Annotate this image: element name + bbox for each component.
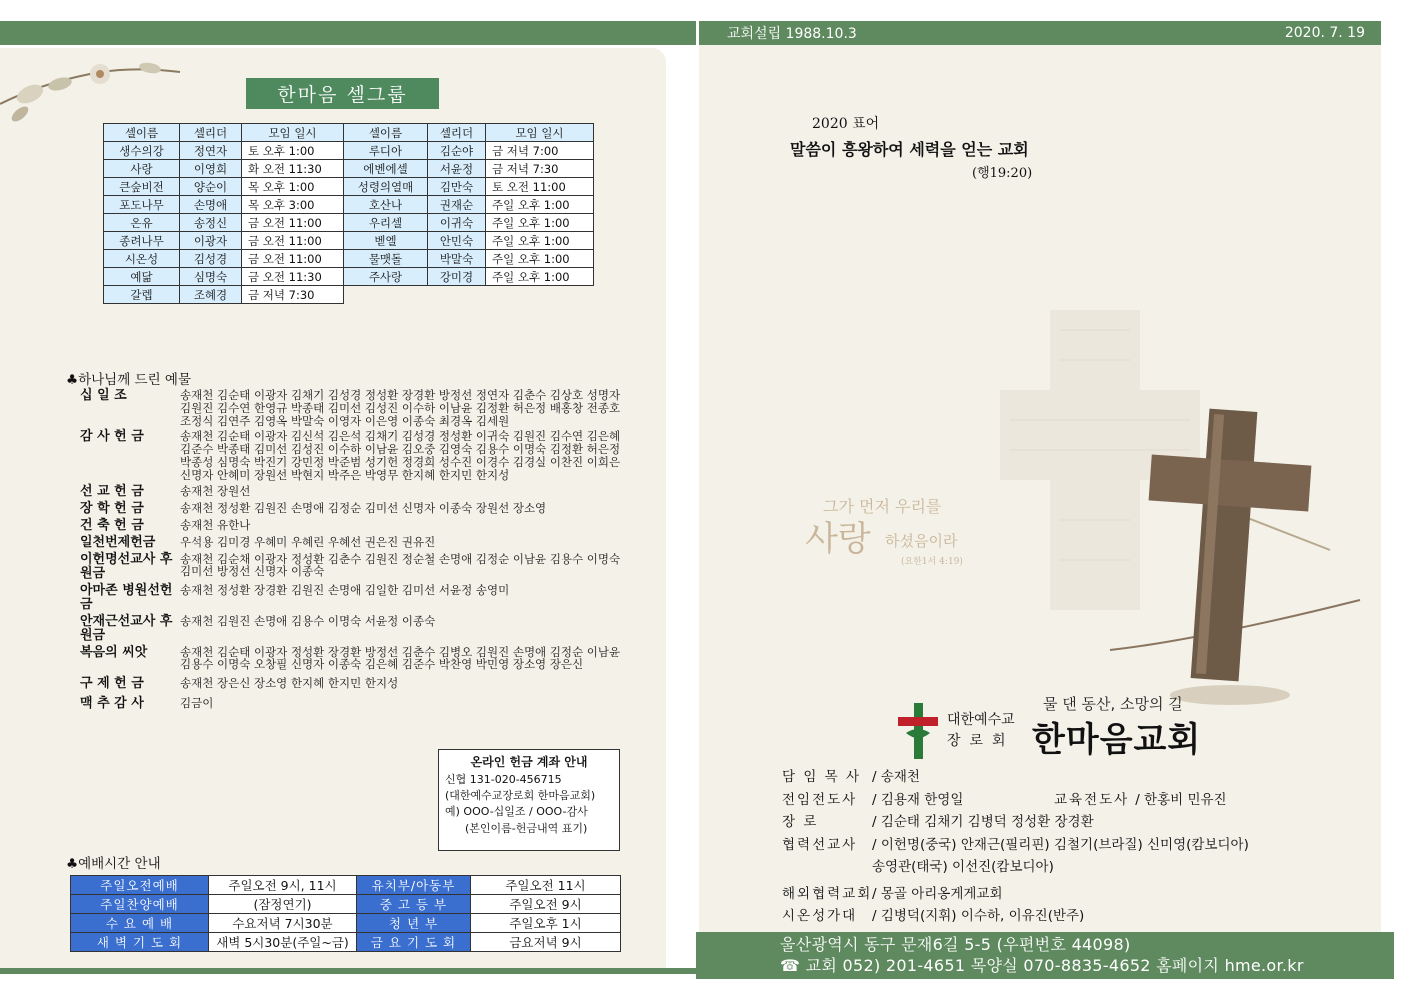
- service-time: 주일오전 9시, 11시: [209, 876, 357, 895]
- cell-row: [104, 196, 594, 214]
- worship-row: [71, 876, 621, 895]
- offering-row: [80, 519, 640, 533]
- service-name: 주일찬양예배: [71, 895, 209, 914]
- offering-row: [80, 430, 640, 481]
- denomination: [947, 710, 1015, 752]
- offering-label: 건 축 헌 금: [80, 517, 144, 533]
- denomination-line2: 장로회: [947, 733, 1015, 749]
- offering-names: 송재천 김순채 이광자 정성환 김춘수 김원진 정순철 손명애 김정순 이남윤 김용수 이명숙 김미선 방정선 신명자 이종숙: [180, 551, 621, 579]
- motto-message: 말씀이 흥왕하여 세력을 얻는 교회: [790, 140, 1029, 159]
- cell-leader: 김순야: [428, 142, 486, 160]
- cell-name: 생수의강: [104, 142, 180, 160]
- department-name: 금 요 기 도 회: [357, 933, 471, 952]
- cell-leader: 조혜경: [180, 286, 242, 304]
- staff-label: 전임전도사: [782, 791, 858, 808]
- department-name: 유치부/아동부: [357, 876, 471, 895]
- staff-value: / 김용재 한영일: [872, 791, 964, 808]
- staff-row: [782, 856, 1249, 879]
- department-time: 주일오후 1시: [471, 914, 621, 933]
- online-offering-account: [438, 749, 620, 851]
- worship-heading: ♣예배시간 안내: [66, 856, 161, 872]
- offering-names: 송재천 김원진 손명애 김용수 이명숙 서윤정 이종숙: [180, 613, 436, 628]
- cell-name: 호산나: [344, 196, 428, 214]
- cell-time: 화 오전 11:30: [242, 160, 344, 178]
- cell-name: 사랑: [104, 160, 180, 178]
- cell-leader: 김성경: [180, 250, 242, 268]
- cell-row: [104, 178, 594, 196]
- cell-leader: 이광자: [180, 232, 242, 250]
- department-time: 주일오전 9시: [471, 895, 621, 914]
- cell-name: 우리셀: [344, 214, 428, 232]
- cell-row: [104, 160, 594, 178]
- account-line: 예) OOO-십일조 / OOO-감사: [445, 805, 588, 818]
- department-name: 청 년 부: [357, 914, 471, 933]
- cell-name: 예닮: [104, 268, 180, 286]
- bulletin-date: 2020. 7. 19: [1284, 25, 1365, 41]
- cell-group-title: 한마음 셀그룹: [246, 78, 439, 109]
- love-ref-text: (요한1서 4:19): [901, 557, 963, 567]
- left-bottom-bar: [0, 968, 696, 974]
- founded-date: 교회설립 1988.10.3: [727, 26, 857, 42]
- offering-label: 선 교 헌 금: [80, 483, 144, 499]
- cell-leader: [428, 286, 486, 304]
- col-header: 셀이름: [344, 124, 428, 142]
- col-header: 셀리더: [180, 124, 242, 142]
- cell-name: 루디아: [344, 142, 428, 160]
- offering-names: 송재천 김순태 이광자 정성환 장경환 방정선 김춘수 김병오 김원진 손명애 김정순 이남윤 김용수 이명숙 오창필 신명자 이종숙 김은혜 김준수 박찬영 박민영 장소영 장은신: [180, 644, 621, 672]
- offerings-list: [80, 389, 640, 714]
- cell-name: 갈렙: [104, 286, 180, 304]
- cell-leader: 김만숙: [428, 178, 486, 196]
- cell-name: 에벤에셀: [344, 160, 428, 178]
- worship-row: [71, 933, 621, 952]
- cell-time: 주일 오후 1:00: [486, 232, 594, 250]
- footer-bar: [696, 932, 1394, 979]
- offering-label: 맥 추 감 사: [80, 696, 144, 712]
- cell-time: 토 오후 1:00: [242, 142, 344, 160]
- cell-name: [344, 286, 428, 304]
- motto-year: 2020 표어: [812, 116, 880, 132]
- church-contact: ☎ 교회 052) 201-4651 목양실 070-8835-4652 홈페이지 hme.or.kr: [780, 956, 1304, 975]
- offering-names: 송재천 유한나: [180, 517, 251, 532]
- church-slogan: 물 댄 동산, 소망의 길: [1043, 695, 1183, 713]
- staff-row: [782, 834, 1249, 857]
- offering-label: 십 일 조: [80, 388, 127, 403]
- cell-leader: 권재순: [428, 196, 486, 214]
- col-header: 모임 일시: [486, 124, 594, 142]
- church-logo-icon: [898, 703, 938, 759]
- cell-time: 금 저녁 7:30: [486, 160, 594, 178]
- staff-label: 해외협력교회: [782, 885, 873, 902]
- staff-value: / 이헌명(중국) 안재근(필리핀) 김철기(브라질) 신미영(캄보디아): [872, 836, 1249, 853]
- offering-label: 장 학 헌 금: [80, 500, 144, 516]
- col-header: 셀이름: [104, 124, 180, 142]
- staff-value: / 송재천: [872, 769, 920, 785]
- cell-name: 주사랑: [344, 268, 428, 286]
- offering-label: 구 제 헌 금: [80, 676, 144, 692]
- col-header: 모임 일시: [242, 124, 344, 142]
- cell-leader: 박말숙: [428, 250, 486, 268]
- cell-name: 물맷돌: [344, 250, 428, 268]
- cell-name: 시온성: [104, 250, 180, 268]
- offering-row: [80, 677, 640, 691]
- flower-decoration-icon: [0, 44, 190, 124]
- cell-leader: 이귀숙: [428, 214, 486, 232]
- love-tail-text: 하셨음이라: [885, 532, 958, 550]
- offering-row: [80, 646, 640, 672]
- service-name: 수 요 예 배: [71, 914, 209, 933]
- staff-label: 협력선교사: [782, 836, 858, 853]
- cell-time: [486, 286, 594, 304]
- offering-label: 아마존 병원선헌금: [80, 582, 173, 612]
- offering-row: [80, 615, 640, 643]
- offering-row: [80, 553, 640, 581]
- department-time: 주일오전 11시: [471, 876, 621, 895]
- staff-list: [782, 766, 1249, 928]
- offering-names: 송재천 김순태 이광자 김신석 김은석 김채기 김성경 정성환 이귀숙 김원진 김수연 김은혜 김준수 박종태 김미선 김성진 이수하 이남윤 김오중 김영숙 김용수 이명숙 김정환 허은정 박종성 심명숙 박진기 강민정 박준범 성기헌 정경희 성수진 이경수 김경실 이찬진 이희은 신명자 안혜미 장원선 박현지 박주은 박영무 한지혜 한지민 한지성: [180, 429, 621, 482]
- cell-time: 목 오후 3:00: [242, 196, 344, 214]
- cell-time: 주일 오후 1:00: [486, 250, 594, 268]
- church-address: 울산광역시 동구 문재6길 5-5 (우편번호 44098): [780, 935, 1131, 954]
- account-line: (본인이름-헌금내역 표기): [465, 822, 588, 835]
- staff-value: / 김병덕(지휘) 이수하, 이유진(반주): [872, 908, 1085, 924]
- offering-names: 우석용 김미경 우혜미 우혜린 우혜선 권은진 권유진: [180, 534, 436, 549]
- service-time: (잠정연기): [209, 895, 357, 914]
- staff-row: [782, 766, 1249, 789]
- worship-row: [71, 895, 621, 914]
- offerings-heading: ♣하나님께 드린 예물: [66, 372, 192, 388]
- staff-label: 교육전도사: [1054, 791, 1130, 808]
- offering-names: 김금이: [180, 696, 214, 711]
- cell-name: 포도나무: [104, 196, 180, 214]
- worship-row: [71, 914, 621, 933]
- department-name: 중 고 등 부: [357, 895, 471, 914]
- staff-row: [782, 905, 1249, 928]
- cell-leader: 심명숙: [180, 268, 242, 286]
- offering-row: [80, 502, 640, 516]
- cell-time: 금 오전 11:00: [242, 250, 344, 268]
- service-name: 주일오전예배: [71, 876, 209, 895]
- offering-label: 복음의 씨앗: [80, 644, 148, 660]
- offering-row: [80, 697, 640, 711]
- offering-row: [80, 536, 640, 550]
- love-big-text: 사랑: [805, 519, 871, 559]
- offering-label: 이헌명선교사 후원금: [80, 551, 173, 581]
- staff-value: / 몽골 아리옹게게교회: [872, 885, 1003, 902]
- staff-label: 장 로: [782, 814, 819, 830]
- cell-time: 금 오전 11:00: [242, 214, 344, 232]
- cell-leader: 정연자: [180, 142, 242, 160]
- offering-names: 송재천 장원선: [180, 483, 251, 498]
- cell-time: 금 오전 11:00: [242, 232, 344, 250]
- left-top-bar: [0, 21, 696, 45]
- cross-artwork-icon: [1000, 300, 1380, 720]
- staff-value: 송영관(태국) 이선진(캄보디아): [872, 859, 1054, 875]
- cell-time: 금 저녁 7:00: [486, 142, 594, 160]
- service-name: 새 벽 기 도 회: [71, 933, 209, 952]
- offering-label: 안재근선교사 후원금: [80, 613, 173, 643]
- cell-leader: 송정신: [180, 214, 242, 232]
- cell-row: [104, 214, 594, 232]
- cell-time: 주일 오후 1:00: [486, 268, 594, 286]
- cell-leader: 강미경: [428, 268, 486, 286]
- staff-row: [782, 883, 1249, 906]
- cell-name: 성령의열매: [344, 178, 428, 196]
- church-name: 한마음교회: [1032, 720, 1202, 760]
- col-header: 셀리더: [428, 124, 486, 142]
- department-time: 금요저녁 9시: [471, 933, 621, 952]
- cell-time: 금 오전 11:30: [242, 268, 344, 286]
- staff-value: / 김순태 김채기 김병덕 정성환 장경환: [872, 814, 1094, 830]
- cell-leader: 양순이: [180, 178, 242, 196]
- cell-row: [104, 286, 594, 304]
- staff-label: 시온성가대: [782, 908, 858, 924]
- right-top-bar: [699, 21, 1381, 45]
- cell-time: 목 오후 1:00: [242, 178, 344, 196]
- offering-row: [80, 584, 640, 612]
- service-time: 수요저녁 7시30분: [209, 914, 357, 933]
- cell-row: [104, 268, 594, 286]
- staff-row: [782, 811, 1249, 834]
- year-motto: [790, 113, 1032, 181]
- staff-value: / 한홍비 민유진: [1135, 791, 1227, 808]
- cell-leader: 서윤정: [428, 160, 486, 178]
- offering-names: 송재천 정성환 김원진 손명애 김정순 김미선 신명자 이종숙 장원선 장소영: [180, 500, 547, 515]
- cell-time: 금 저녁 7:30: [242, 286, 344, 304]
- cell-name: 벧엘: [344, 232, 428, 250]
- cell-row: [104, 142, 594, 160]
- cell-group-table: [103, 123, 594, 304]
- cell-time: 주일 오후 1:00: [486, 214, 594, 232]
- offering-row: [80, 389, 640, 427]
- cell-time: 토 오전 11:00: [486, 178, 594, 196]
- cell-name: 큰숲비전: [104, 178, 180, 196]
- staff-label: 담 임 목 사: [782, 769, 862, 785]
- service-time: 새벽 5시30분(주일~금): [209, 933, 357, 952]
- offering-names: 송재천 김순태 이광자 김채기 김성경 정성환 장경환 방정선 정연자 김춘수 김상호 성명자 김원진 김수연 한영규 박종태 김미선 김성진 이수하 이남윤 김정환 허은정 배홍창 전종호 조정식 김연주 김영옥 박말숙 이영자 이은영 이종숙 최경옥 김세원: [180, 388, 621, 428]
- staff-row: [782, 789, 1249, 812]
- account-line: (대한예수교장로회 한마음교회): [445, 789, 596, 802]
- love-text-line: 그가 먼저 우리를: [823, 497, 942, 516]
- account-line: 신협 131-020-456715: [445, 773, 562, 786]
- cell-leader: 이영희: [180, 160, 242, 178]
- cell-name: 종려나무: [104, 232, 180, 250]
- cell-time: 주일 오후 1:00: [486, 196, 594, 214]
- cell-name: 온유: [104, 214, 180, 232]
- offering-row: [80, 485, 640, 499]
- offering-label: 감 사 헌 금: [80, 429, 144, 445]
- cell-leader: 안민숙: [428, 232, 486, 250]
- cell-row: [104, 232, 594, 250]
- cell-row: [104, 250, 594, 268]
- denomination-line1: 대한예수교: [947, 712, 1015, 728]
- cell-leader: 손명애: [180, 196, 242, 214]
- offering-label: 일천번제헌금: [80, 534, 156, 550]
- account-title: 온라인 헌금 계좌 안내: [470, 755, 588, 769]
- motto-ref: (행19:20): [972, 166, 1033, 181]
- offering-names: 송재천 정성환 장경환 김원진 손명애 김일한 김미선 서윤정 송영미: [180, 582, 510, 597]
- staff-label: [782, 856, 872, 879]
- worship-schedule-table: [70, 875, 621, 952]
- offering-names: 송재천 장은신 장소영 한지혜 한지민 한지성: [180, 676, 399, 691]
